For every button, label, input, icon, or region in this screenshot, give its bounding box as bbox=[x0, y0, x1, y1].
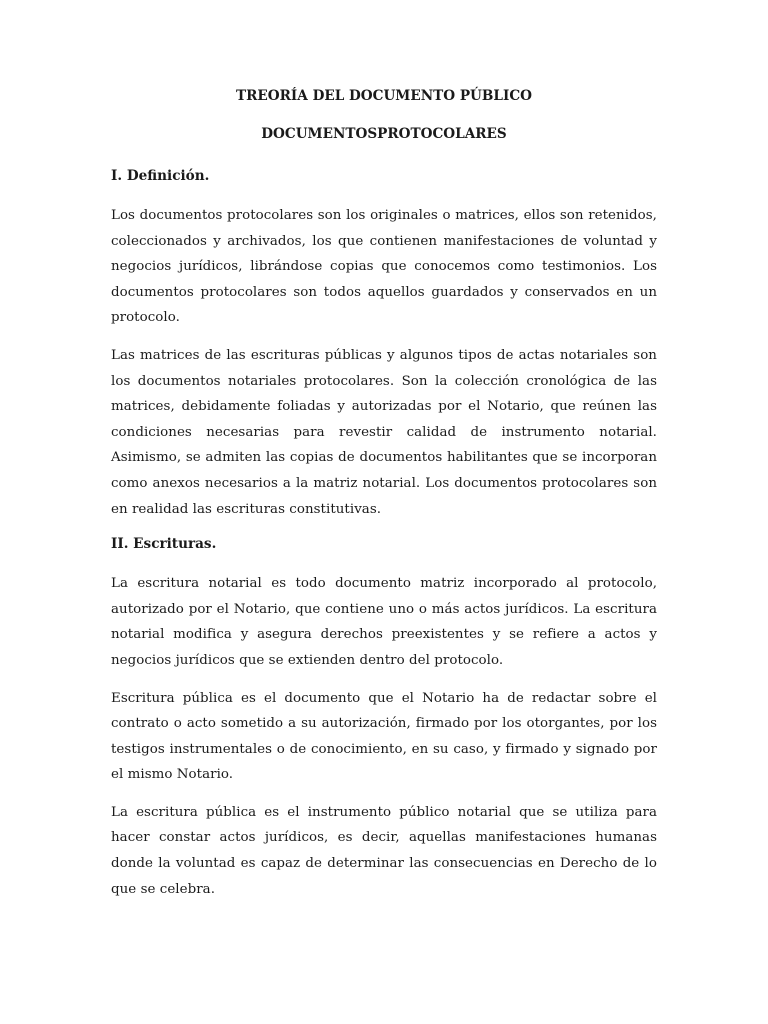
paragraph: Escritura pública es el documento que el Notario ha de redactar sobre el contrato o acto sometido a su autorización, firmado por los otorgantes, por los testigos instrumentales o de conocimiento, en su caso, y firmado y signado por el mismo Notario. bbox=[111, 690, 657, 783]
paragraph: La escritura notarial es todo documento matriz incorporado al protocolo, autorizado por el Notario, que contiene uno o más actos jurídicos. La escritura notarial modifica y asegura derechos preexistentes y se refiere a actos y negocios jurídicos que se extienden dentro del protocolo. bbox=[111, 576, 657, 668]
section-definicion bbox=[111, 166, 657, 522]
section-heading: II. Escrituras. bbox=[111, 536, 217, 553]
document-title: TREORÍA DEL DOCUMENTO PÚBLICO bbox=[236, 88, 532, 104]
paragraph: Los documentos protocolares son los originales o matrices, ellos son retenidos, coleccionados y archivados, los que contienen manifestaciones de voluntad y negocios jurídicos, librándose copias que conocemos como testimonios. Los documentos protocolares son todos aquellos guardados y conservados en un protocolo. bbox=[111, 208, 657, 326]
paragraph: La escritura pública es el instrumento público notarial que se utiliza para hacer constar actos jurídicos, es decir, aquellas manifestaciones humanas donde la voluntad es capaz de determinar las consecuencias en Derecho de lo que se celebra. bbox=[111, 804, 657, 897]
section-escrituras bbox=[111, 534, 657, 902]
paragraph: Las matrices de las escrituras públicas y algunos tipos de actas notariales son los documentos notariales protocolares. Son la colección cronológica de las matrices, debidamente foliadas y autorizadas por el Notario, que reúnen las condiciones necesarias para revestir calidad de instrumento notarial. Asimismo, se admiten las copias de documentos habilitantes que se incorporan como anexos necesarios a la matriz notarial. Los documentos protocolares son en realidad las escrituras constitutivas. bbox=[111, 347, 657, 517]
document-subtitle: DOCUMENTOSPROTOCOLARES bbox=[261, 126, 507, 142]
section-heading: I. Definición. bbox=[111, 168, 210, 184]
